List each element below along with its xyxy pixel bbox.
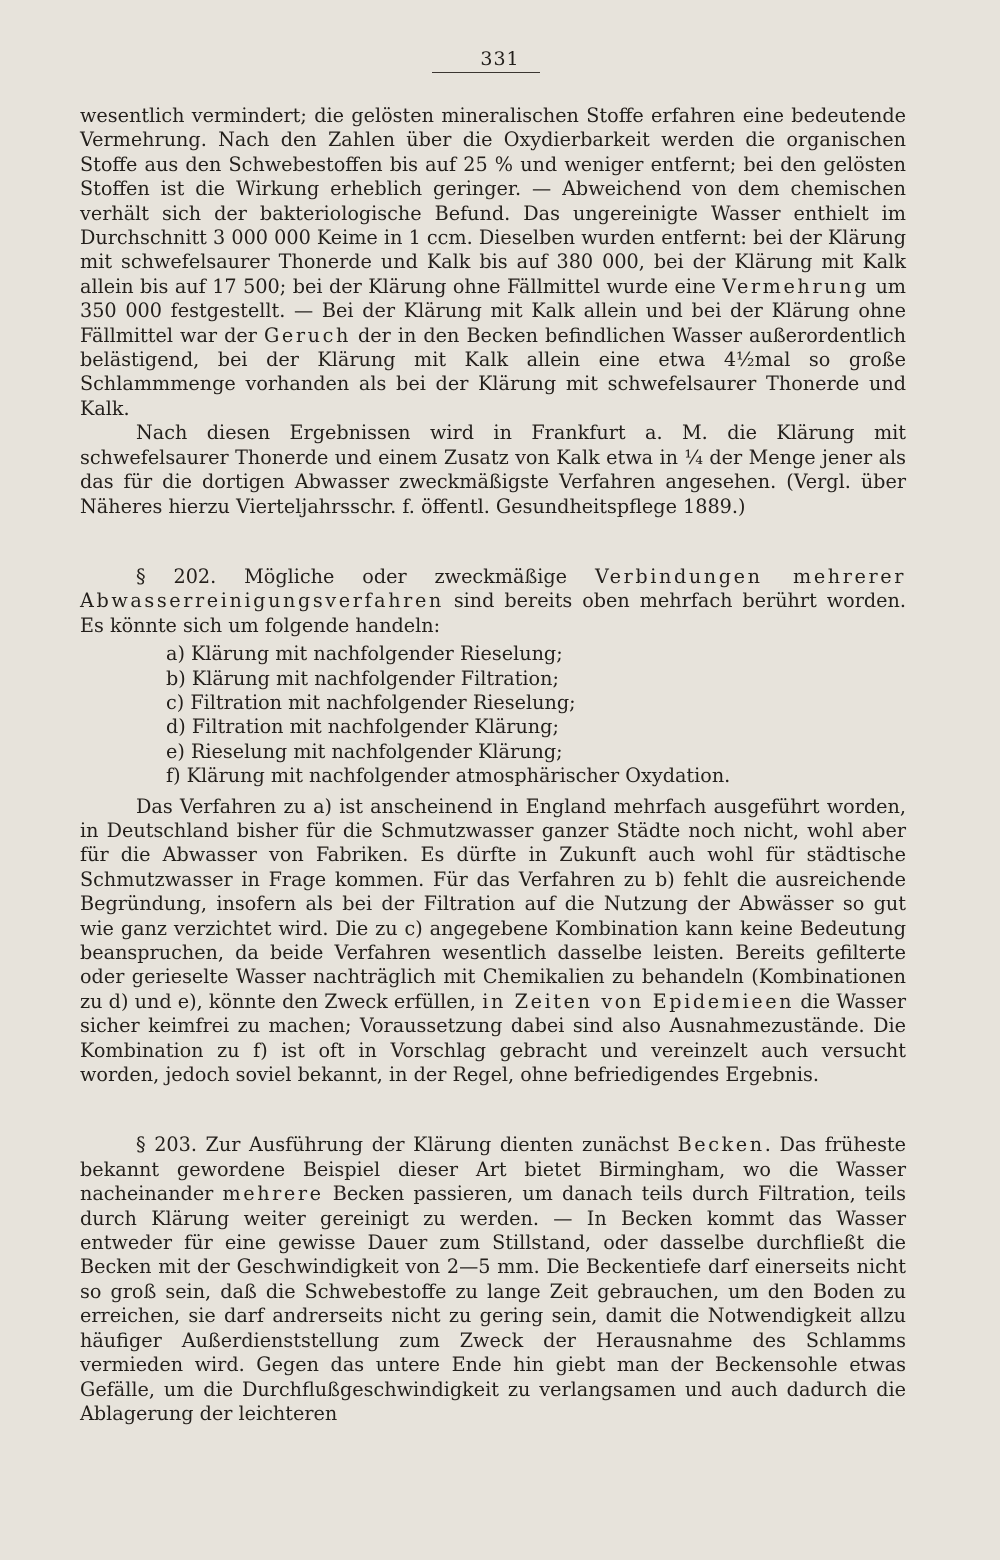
text-run: um 350 000 festgestellt. — Bei der Klärung mit Kalk allein und bei der Klärung ohne Fällmittel war der: [80, 274, 907, 347]
list-item: f) Klärung mit nachfolgender atmosphärischer Oxydation.: [166, 764, 731, 788]
list-item: a) Klärung mit nachfolgender Rieselung;: [166, 642, 563, 666]
spaced-emphasis: mehrere: [222, 1182, 324, 1206]
spaced-emphasis: Verbindungen mehrerer Abwasserreinigungsverfahren: [80, 564, 906, 613]
spaced-emphasis: Vermehrung: [722, 274, 869, 298]
method-list: [80, 642, 906, 788]
spaced-emphasis: Becken: [677, 1133, 765, 1157]
text-run: die Wasser sicher keimfrei zu machen; Voraussetzung dabei sind also Ausnahmezustände. Die Kombination zu f) ist oft in Vorschlag gebracht und vereinzelt auch versucht worden, jedoch soviel bekannt, in der Regel, ohne befriedigendes Ergebnis.: [80, 989, 906, 1087]
text-run: Das Verfahren zu a) ist anscheinend in England mehrfach ausgeführt worden, in Deutschland bisher für die Schmutzwasser ganzer Städte noch nicht, wohl aber für die Abwasser von Fabriken. Es dürfte in Zukunft auch wohl für städtische Schmutzwasser in Frage kommen. Für das Verfahren zu b) fehlt die ausreichende Begründung, insofern als bei der Filtration auf die Nutzung der Abwässer so gut wie ganz verzichtet wird. Die zu c) angegebene Kombination kann keine Bedeutung beanspruchen, da beide Verfahren wesentlich dasselbe leisten. Bereits gefilterte oder gerieselte Wasser nachträglich mit Chemikalien zu behandeln (Kombinationen zu d) und e), könnte den Zweck erfüllen,: [80, 794, 906, 1013]
paragraph-section-203: [80, 1133, 906, 1426]
paragraph-frankfurt: Nach diesen Ergebnissen wird in Frankfurt a. M. die Klärung mit schwefelsaurer Thonerde und einem Zusatz von Kalk etwa in ¼ der Menge jener als das für die dortigen Abwasser zweckmäßigste Verfahren angesehen. (Vergl. über Näheres hierzu Vierteljahrsschr. f. öffentl. Gesundheitspflege 1889.): [80, 421, 906, 518]
paragraph-methods-discussion: [80, 795, 906, 1088]
text-run: § 203. Zur Ausführung der Klärung dienten zunächst: [136, 1133, 678, 1157]
text-run: Becken passieren, um danach teils durch Filtration, teils durch Klärung weiter gereinigt zu werden. — In Becken kommt das Wasser entweder für eine gewisse Dauer zum Stillstand, oder dasselbe durchfließt die Becken mit der Geschwindigkeit von 2—5 mm. Die Beckentiefe darf einerseits nicht so groß sein, daß die Schwebestoffe zu lange Zeit gebrauchen, um den Boden zu erreichen, sie darf andrerseits nicht zu gering sein, damit die Notwendigkeit allzu häufiger Außerdienststellung zum Zweck der Herausnahme des Schlamms vermieden wird. Gegen das untere Ende hin giebt man der Beckensohle etwas Gefälle, um die Durchflußgeschwindigkeit zu verlangsamen und auch dadurch die Ablagerung der leichteren: [80, 1182, 906, 1425]
list-item: b) Klärung mit nachfolgender Filtration;: [166, 666, 559, 690]
list-item: e) Rieselung mit nachfolgender Klärung;: [166, 739, 563, 763]
spaced-emphasis: in Zeiten von Epidemieen: [482, 989, 795, 1013]
list-item: c) Filtration mit nachfolgender Rieselung;: [166, 690, 576, 714]
text-run: sind bereits oben mehrfach berührt worden. Es könnte sich um folgende handeln:: [80, 589, 906, 637]
list-item: d) Filtration mit nachfolgender Klärung;: [166, 715, 559, 739]
spaced-emphasis: Geruch: [264, 323, 351, 347]
paragraph-continuation: [80, 104, 906, 421]
paragraph-section-202: [80, 565, 906, 638]
text-run: wesentlich vermindert; die gelösten mineralischen Stoffe erfahren eine bedeutende Vermehrung. Nach den Zahlen über die Oxydierbarkeit werden die organischen Stoffe aus den Schwebestoffen bis auf 25 % und weniger entfernt; bei den gelösten Stoffen ist die Wirkung erheblich geringer. — Abweichend von dem chemischen verhält sich der bakteriologische Befund. Das ungereinigte Wasser enthielt im Durchschnitt 3 000 000 Keime in 1 ccm. Dieselben wurden entfernt: bei der Klärung mit schwefelsaurer Thonerde und Kalk bis auf 380 000, bei der Klärung mit Kalk allein bis auf 17 500; bei der Klärung ohne Fällmittel wurde eine: [80, 104, 906, 298]
text-run: . Das früheste bekannt gewordene Beispiel dieser Art bietet Birmingham, wo die Wasser nacheinander: [80, 1133, 907, 1206]
page-number: 331: [480, 48, 520, 70]
text-run: § 202. Mögliche oder zweckmäßige: [136, 564, 595, 588]
body-text: [80, 104, 906, 1426]
text-run: der in den Becken befindlichen Wasser außerordentlich belästigend, bei der Klärung mit Kalk allein eine etwa 4½mal so große Schlammmenge vorhanden als bei der Klärung mit schwefelsaurer Thonerde und Kalk.: [80, 323, 906, 420]
page-number-rule: [432, 72, 540, 73]
